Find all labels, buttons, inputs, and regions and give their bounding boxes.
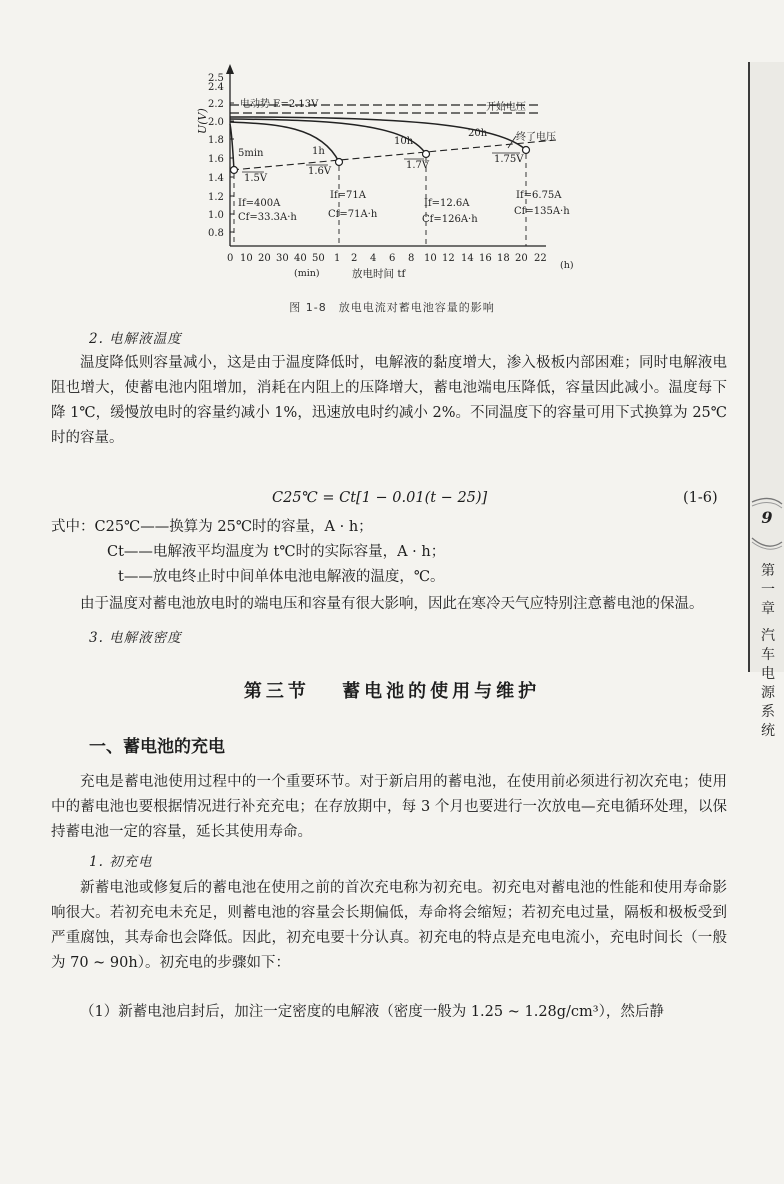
y-tick-label: 1.8 bbox=[208, 135, 224, 146]
figure-caption: 图 1-8 放电电流对蓄电池容量的影响 bbox=[289, 301, 495, 314]
paragraph-text: 由于温度对蓄电池放电时的端电压和容量有很大影响，因此在寒冷天气应特别注意蓄电池的保温。 bbox=[80, 596, 704, 612]
subheading-temperature: 2. 电解液温度 bbox=[89, 331, 182, 347]
y-tick-label: 2.5 bbox=[208, 73, 224, 84]
paragraph-charging bbox=[51, 770, 727, 845]
series-capacity: Cf=126A·h bbox=[422, 214, 478, 225]
end-voltage-label: 终了电压 bbox=[516, 132, 556, 143]
x-tick-label: 20 bbox=[258, 253, 271, 264]
y-tick-label: 2.4 bbox=[208, 82, 224, 93]
paragraph-initial bbox=[51, 876, 727, 976]
series-capacity: Cf=71A·h bbox=[328, 209, 378, 220]
page-number: 9 bbox=[761, 508, 773, 527]
x-tick-label: 1 bbox=[334, 253, 341, 264]
emf-label: 电动势 E=2.13V bbox=[240, 99, 319, 110]
x-tick-label: 18 bbox=[497, 253, 510, 264]
end-point bbox=[423, 151, 430, 158]
heading-charging: 一、蓄电池的充电 bbox=[89, 737, 225, 757]
series-name: 20h bbox=[468, 128, 488, 139]
y-tick-label: 1.0 bbox=[208, 210, 224, 221]
series-end-voltage: 1.5V bbox=[244, 173, 268, 184]
series-current: If=71A bbox=[330, 190, 366, 201]
x-unit-min: (min) bbox=[294, 268, 320, 279]
chapter-char: 章 bbox=[761, 601, 775, 617]
formula-1-6: C25℃ = Ct[1 − 0.01(t − 25)] bbox=[272, 490, 488, 506]
end-point bbox=[231, 167, 238, 174]
y-ticks bbox=[208, 73, 224, 239]
paragraph-warm bbox=[51, 592, 727, 617]
y-tick-label: 1.6 bbox=[208, 154, 224, 165]
x-tick-label: 10 bbox=[424, 253, 437, 264]
paragraph-step1 bbox=[51, 1000, 727, 1025]
x-tick-label: 14 bbox=[461, 253, 474, 264]
series-name: 5min bbox=[238, 148, 264, 159]
y-tick-label: 2.2 bbox=[208, 99, 224, 110]
book-char: 源 bbox=[761, 685, 775, 701]
formula-definition: t——放电终止时中间单体电池电解液的温度，℃。 bbox=[118, 569, 445, 585]
x-tick-label: 16 bbox=[479, 253, 492, 264]
series-capacity: Cf=33.3A·h bbox=[238, 212, 297, 223]
series-name: 10h bbox=[394, 136, 414, 147]
x-tick-label: 22 bbox=[534, 253, 547, 264]
series-current: If=6.75A bbox=[516, 190, 562, 201]
series-end-voltage: 1.75V bbox=[494, 154, 524, 165]
y-tick-label: 0.8 bbox=[208, 228, 224, 239]
x-tick-label: 20 bbox=[515, 253, 528, 264]
y-tick-label: 1.2 bbox=[208, 192, 224, 203]
y-tick-label: 1.4 bbox=[208, 173, 224, 184]
book-char: 系 bbox=[761, 704, 775, 720]
series-capacity: Cf=135A·h bbox=[514, 206, 570, 217]
chapter-label bbox=[758, 562, 778, 741]
x-tick-label: 50 bbox=[312, 253, 325, 264]
x-ticks-h bbox=[351, 253, 547, 264]
x-ticks-min bbox=[227, 253, 340, 264]
book-char: 统 bbox=[761, 723, 775, 739]
chapter-tab-rule bbox=[748, 62, 750, 672]
x-tick-label: 8 bbox=[408, 253, 415, 264]
x-tick-label: 4 bbox=[370, 253, 377, 264]
x-tick-label: 0 bbox=[227, 253, 234, 264]
x-tick-label: 30 bbox=[276, 253, 289, 264]
book-char: 车 bbox=[761, 647, 775, 663]
paragraph-text: 充电是蓄电池使用过程中的一个重要环节。对于新启用的蓄电池，在使用前必须进行初次充电；使用中的蓄电池也要根据情况进行补充充电；在存放期中，每 3 个月也要进行一次放电—充电循环处理，以保持蓄电池一定的容量，延长其使用寿命。 bbox=[51, 774, 727, 840]
y-axis-arrow-icon bbox=[226, 64, 234, 74]
paragraph-text: 新蓄电池或修复后的蓄电池在使用之前的首次充电称为初充电。初充电对蓄电池的性能和使用寿命影响很大。若初充电未充足，则蓄电池的容量会长期偏低，寿命将会缩短；若初充电过量，隔板和极板受到严重腐蚀，其寿命也会降低。因此，初充电要十分认真。初充电的特点是充电电流小，充电时间长（一般为 70 ~ 90h）。初充电的步骤如下： bbox=[51, 880, 727, 971]
formula-definition: 式中：C25℃——换算为 25℃时的容量，A · h； bbox=[51, 519, 373, 535]
book-char: 汽 bbox=[761, 628, 775, 644]
paragraph-text: （1）新蓄电池启封后，加注一定密度的电解液（密度一般为 1.25 ~ 1.28g/cm³），然后静 bbox=[80, 1004, 664, 1020]
x-tick-label: 12 bbox=[442, 253, 455, 264]
x-unit-h: (h) bbox=[560, 260, 574, 271]
series-name: 1h bbox=[312, 146, 325, 157]
x-axis-label: 放电时间 tf bbox=[352, 268, 406, 280]
series-end-voltage: 1.7V bbox=[406, 160, 430, 171]
end-point bbox=[336, 159, 343, 166]
y-tick-label: 2.0 bbox=[208, 117, 224, 128]
series-end-voltage: 1.6V bbox=[308, 166, 332, 177]
chapter-char: 一 bbox=[761, 582, 775, 598]
series-current: If=12.6A bbox=[424, 198, 470, 209]
formula-number: (1-6) bbox=[683, 490, 718, 506]
x-tick-label: 2 bbox=[351, 253, 358, 264]
subheading-density: 3. 电解液密度 bbox=[89, 630, 182, 646]
subheading-initial: 1. 初充电 bbox=[89, 854, 153, 870]
end-point bbox=[523, 147, 530, 154]
x-tick-label: 10 bbox=[240, 253, 253, 264]
paragraph-temperature bbox=[51, 351, 727, 451]
book-char: 电 bbox=[761, 666, 775, 682]
y-axis-label: U(V) bbox=[196, 108, 209, 134]
discharge-chart bbox=[186, 64, 586, 286]
chapter-char: 第 bbox=[761, 563, 775, 579]
start-voltage-label: 开始电压 bbox=[486, 102, 526, 113]
series-current: If=400A bbox=[238, 198, 281, 209]
x-tick-label: 6 bbox=[389, 253, 396, 264]
x-tick-label: 40 bbox=[294, 253, 307, 264]
paragraph-text: 温度降低则容量减小，这是由于温度降低时，电解液的黏度增大，渗入极板内部困难；同时电解液电阻也增大，使蓄电池内阻增加，消耗在内阻上的压降增大，蓄电池端电压降低，容量因此减小。温度每下降 1℃，缓慢放电时的容量约减小 1%，迅速放电时约减小 2%。不同温度下的容量可用下式换算为 25℃时的容量。 bbox=[51, 355, 727, 446]
section-title: 第三节 蓄电池的使用与维护 bbox=[243, 681, 541, 702]
formula-definition: Ct——电解液平均温度为 t℃时的实际容量，A · h； bbox=[107, 544, 446, 560]
